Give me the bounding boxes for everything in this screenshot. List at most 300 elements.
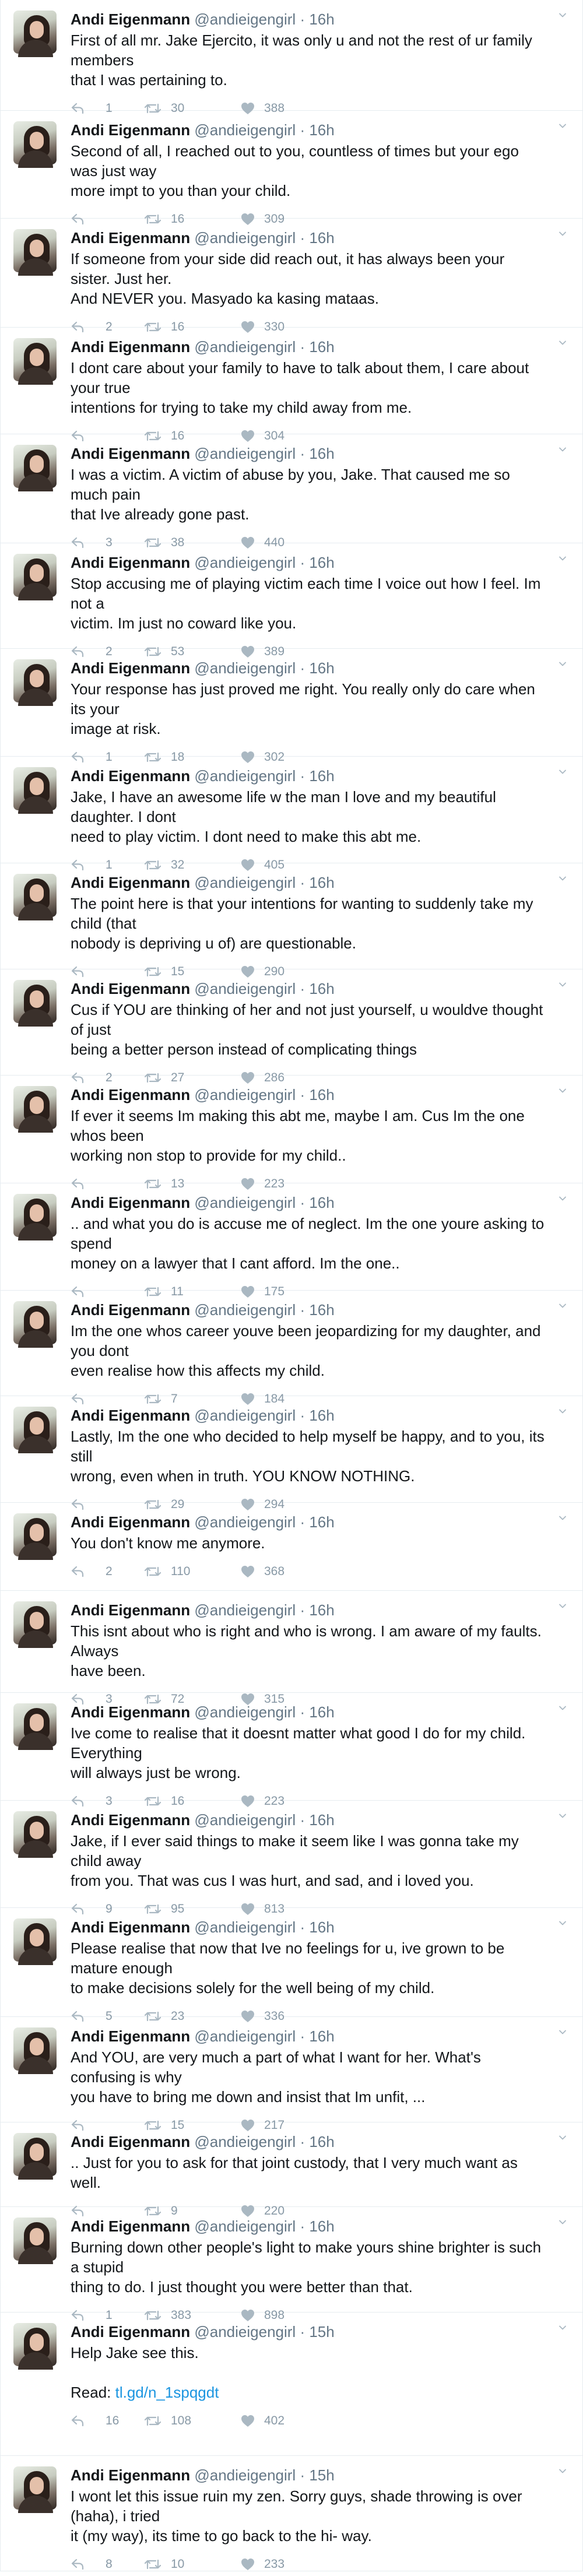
tweet[interactable]	[1, 543, 582, 658]
tweet-header	[71, 1405, 547, 1425]
tweet[interactable]	[1, 2017, 582, 2132]
author-handle[interactable]: @andieigengirl	[194, 1194, 296, 1211]
avatar[interactable]	[13, 980, 57, 1023]
timestamp[interactable]: 16h	[309, 1301, 335, 1319]
tweet-text-line: I was a victim. A victim of abuse by you, Jake. That caused me so much pain	[71, 466, 510, 503]
chevron-down-icon[interactable]	[559, 446, 566, 453]
separator: ·	[300, 445, 305, 462]
tweet[interactable]	[1, 1076, 582, 1190]
chevron-down-icon[interactable]	[559, 1514, 566, 1521]
separator: ·	[300, 1194, 305, 1211]
tweet-header	[71, 873, 547, 892]
avatar[interactable]	[13, 554, 57, 597]
like-button[interactable]	[241, 2557, 285, 2571]
author-name[interactable]: Andi Eigenmann	[71, 659, 191, 677]
timestamp[interactable]: 16h	[309, 10, 335, 28]
like-count: 315	[264, 1692, 285, 1706]
avatar[interactable]	[13, 1703, 57, 1746]
like-count: 405	[264, 858, 285, 871]
tweet[interactable]	[1, 2207, 582, 2322]
avatar[interactable]	[13, 1407, 57, 1450]
avatar[interactable]	[13, 1918, 57, 1962]
retweet-icon	[144, 2558, 161, 2571]
timestamp[interactable]: 16h	[309, 1194, 335, 1211]
tweet-header	[71, 2216, 547, 2236]
retweet-count: 27	[171, 1071, 185, 1084]
avatar[interactable]	[13, 2027, 57, 2071]
retweet-count: 16	[171, 429, 185, 442]
retweet-icon	[144, 1565, 161, 1578]
retweet-count: 23	[171, 2009, 185, 2023]
tweet-text-line: from you. That was cus I was hurt, and sad, and i loved you.	[71, 1872, 474, 1889]
author-name[interactable]: Andi Eigenmann	[71, 1407, 191, 1424]
tweet[interactable]	[1, 219, 582, 333]
tweet[interactable]	[1, 1503, 582, 1591]
separator: ·	[300, 2133, 305, 2150]
author-name[interactable]: Andi Eigenmann	[71, 1086, 191, 1104]
tweet[interactable]	[1, 863, 582, 978]
author-handle[interactable]: @andieigengirl	[194, 1601, 296, 1619]
tweet-text-line: even realise how this affects my child.	[71, 1362, 325, 1379]
reply-button[interactable]	[71, 1565, 144, 1579]
timestamp[interactable]: 16h	[309, 445, 335, 462]
avatar[interactable]	[13, 445, 57, 488]
tweet-text	[71, 1214, 547, 1273]
author-handle[interactable]: @andieigengirl	[194, 2323, 296, 2340]
separator: ·	[300, 1301, 305, 1319]
retweet-count: 72	[171, 1692, 185, 1706]
read-label: Read:	[71, 2384, 115, 2401]
avatar[interactable]	[13, 2323, 57, 2366]
author-handle[interactable]: @andieigengirl	[194, 659, 296, 677]
retweet-count: 110	[171, 1565, 191, 1578]
timestamp[interactable]: 16h	[309, 1601, 335, 1619]
retweet-count: 16	[171, 212, 185, 226]
like-count: 440	[264, 536, 285, 549]
tweet[interactable]	[1, 111, 582, 226]
timestamp[interactable]: 16h	[309, 1407, 335, 1424]
tweet[interactable]	[1, 649, 582, 764]
tweet-text	[71, 249, 547, 308]
like-count: 402	[264, 2414, 285, 2427]
tweet[interactable]	[1, 2313, 582, 2456]
author-name[interactable]: Andi Eigenmann	[71, 1703, 191, 1721]
tweet-header	[71, 658, 547, 678]
like-count: 184	[264, 1392, 285, 1405]
tweet-text	[71, 894, 547, 953]
reply-button[interactable]	[71, 2414, 144, 2428]
chevron-down-icon[interactable]	[559, 1812, 566, 1819]
tweet-text	[71, 787, 547, 846]
tweet-header	[71, 228, 547, 248]
author-handle[interactable]: @andieigengirl	[194, 980, 296, 997]
separator: ·	[300, 1086, 305, 1104]
author-name[interactable]: Andi Eigenmann	[71, 121, 191, 139]
tweet-text-line: Burning down other people's light to make yours shine brighter is such a stupid	[71, 2238, 542, 2276]
chevron-down-icon[interactable]	[559, 1302, 566, 1309]
tweet-text-line: Lastly, Im the one who decided to help myself be happy, and to you, its still	[71, 1428, 545, 1465]
reply-count: 16	[106, 2414, 120, 2427]
chevron-down-icon[interactable]	[559, 1087, 566, 1094]
retweet-count: 16	[171, 320, 185, 333]
author-handle[interactable]: @andieigengirl	[194, 1918, 296, 1936]
heart-icon	[241, 2415, 255, 2427]
retweet-count: 10	[171, 2557, 185, 2571]
timestamp[interactable]: 16h	[309, 2027, 335, 2045]
tweet-text-line: Help Jake see this.	[71, 2344, 199, 2361]
author-handle[interactable]: @andieigengirl	[194, 1513, 296, 1531]
tweet-header	[71, 1600, 547, 1620]
separator: ·	[300, 10, 305, 28]
separator: ·	[300, 2323, 305, 2340]
author-handle[interactable]: @andieigengirl	[194, 445, 296, 462]
tweet-text-line: have been.	[71, 1662, 146, 1679]
avatar[interactable]	[13, 121, 57, 164]
author-handle[interactable]: @andieigengirl	[194, 121, 296, 139]
tweet-header	[71, 9, 547, 29]
tweet-text	[71, 1621, 547, 1681]
tweet-text-line: Jake, if I ever said things to make it seem like I was gonna take my child away	[71, 1832, 519, 1869]
retweet-button[interactable]	[144, 2557, 241, 2571]
author-handle[interactable]: @andieigengirl	[194, 2466, 296, 2484]
timestamp[interactable]: 16h	[309, 2217, 335, 2235]
chevron-down-icon[interactable]	[559, 2029, 566, 2036]
tweet-actions	[71, 1560, 547, 1583]
author-name[interactable]: Andi Eigenmann	[71, 1301, 191, 1319]
tweet-text-line: If ever it seems Im making this abt me, maybe I am. Cus Im the one whos been	[71, 1107, 525, 1144]
timestamp[interactable]: 16h	[309, 1513, 335, 1531]
chevron-down-icon[interactable]	[559, 768, 566, 775]
tweet[interactable]	[1, 2122, 582, 2217]
like-count: 330	[264, 320, 285, 333]
reply-count: 2	[106, 1565, 113, 1578]
chevron-down-icon[interactable]	[559, 1408, 566, 1415]
chevron-down-icon[interactable]	[559, 339, 566, 346]
tweet-text-line: I wont let this issue ruin my zen. Sorry guys, shade throwing is over (haha), i tried	[71, 2487, 522, 2525]
avatar[interactable]	[13, 874, 57, 917]
tweet-header	[71, 1085, 547, 1105]
reply-icon	[71, 2415, 85, 2427]
author-handle[interactable]: @andieigengirl	[194, 874, 296, 891]
tweet[interactable]	[1, 1801, 582, 1916]
timestamp[interactable]: 16h	[309, 659, 335, 677]
chevron-down-icon[interactable]	[559, 1195, 566, 1202]
tweet[interactable]	[1, 757, 582, 871]
separator: ·	[300, 2466, 305, 2484]
separator: ·	[300, 659, 305, 677]
chevron-down-icon[interactable]	[559, 2468, 566, 2475]
retweet-button[interactable]	[144, 2414, 241, 2428]
author-name[interactable]: Andi Eigenmann	[71, 1918, 191, 1936]
tweet[interactable]	[1, 1396, 582, 1511]
chevron-down-icon[interactable]	[559, 660, 566, 667]
author-name[interactable]: Andi Eigenmann	[71, 1194, 191, 1211]
retweet-count: 32	[171, 858, 185, 871]
tweet-text	[71, 2047, 547, 2107]
separator: ·	[300, 1918, 305, 1936]
tweet-text-line: being a better person instead of complicating things	[71, 1041, 417, 1058]
author-handle[interactable]: @andieigengirl	[194, 338, 296, 356]
avatar[interactable]	[13, 1513, 57, 1556]
timestamp[interactable]: 15h	[309, 2323, 335, 2340]
retweet-count: 15	[171, 2118, 185, 2132]
author-name[interactable]: Andi Eigenmann	[71, 229, 191, 247]
reply-count: 3	[106, 1794, 113, 1808]
retweet-count: 383	[171, 2308, 192, 2322]
tweet-text-line: working non stop to provide for my child..	[71, 1147, 346, 1164]
reply-count: 2	[106, 645, 113, 658]
timestamp[interactable]: 16h	[309, 121, 335, 139]
retweet-count: 18	[171, 750, 185, 764]
retweet-count: 16	[171, 1794, 185, 1808]
tweet[interactable]	[1, 969, 582, 1084]
separator: ·	[300, 1601, 305, 1619]
tweet-text-line: This isnt about who is right and who is wrong. I am aware of my faults. Always	[71, 1622, 542, 1660]
reply-count: 9	[106, 1902, 113, 1916]
tweet-text	[71, 358, 547, 417]
author-handle[interactable]: @andieigengirl	[194, 1301, 296, 1319]
author-handle[interactable]: @andieigengirl	[194, 2217, 296, 2235]
retweet-count: 30	[171, 101, 185, 115]
timestamp[interactable]: 16h	[309, 1811, 335, 1829]
author-handle[interactable]: @andieigengirl	[194, 1703, 296, 1721]
separator: ·	[300, 2027, 305, 2045]
tweet-text	[71, 141, 547, 201]
tweet[interactable]	[1, 328, 582, 442]
timestamp[interactable]: 16h	[309, 2133, 335, 2150]
author-name[interactable]: Andi Eigenmann	[71, 2133, 191, 2150]
separator: ·	[300, 121, 305, 139]
retweet-count: 95	[171, 1902, 185, 1916]
tweet-text	[71, 1000, 547, 1059]
chevron-down-icon[interactable]	[559, 981, 566, 988]
tweet-text-line: You don't know me anymore.	[71, 1534, 265, 1552]
author-name[interactable]: Andi Eigenmann	[71, 1513, 191, 1531]
retweet-count: 11	[171, 1285, 184, 1298]
tweet-header	[71, 1193, 547, 1213]
chevron-down-icon[interactable]	[559, 555, 566, 562]
tweet-text-line: that Ive already gone past.	[71, 505, 250, 523]
tweet-text-line: you have to bring me down and insist that Im unfit, ...	[71, 2088, 426, 2106]
reply-button[interactable]	[71, 2557, 144, 2571]
tweet[interactable]	[1, 2456, 582, 2571]
chevron-down-icon[interactable]	[559, 12, 566, 19]
timestamp[interactable]: 16h	[309, 1086, 335, 1104]
like-button[interactable]	[241, 2414, 285, 2428]
avatar[interactable]	[13, 229, 57, 272]
chevron-down-icon[interactable]	[559, 122, 566, 129]
separator: ·	[300, 980, 305, 997]
tweet-text	[71, 1321, 547, 1380]
avatar[interactable]	[13, 659, 57, 702]
avatar[interactable]	[13, 767, 57, 810]
chevron-down-icon[interactable]	[559, 230, 566, 237]
author-name[interactable]: Andi Eigenmann	[71, 445, 191, 462]
author-name[interactable]: Andi Eigenmann	[71, 1811, 191, 1829]
tweet-text-line: The point here is that your intentions for wanting to suddenly take my child (that	[71, 895, 533, 932]
timestamp[interactable]: 15h	[309, 2466, 335, 2484]
author-name[interactable]: Andi Eigenmann	[71, 2466, 191, 2484]
avatar[interactable]	[13, 1301, 57, 1344]
retweet-button[interactable]	[144, 1565, 241, 1579]
tweet[interactable]	[1, 1183, 582, 1298]
tweet-header	[71, 1702, 547, 1722]
author-handle[interactable]: @andieigengirl	[194, 10, 296, 28]
like-count: 368	[264, 1565, 285, 1578]
author-handle[interactable]: @andieigengirl	[194, 2027, 296, 2045]
tweet-text-line: And NEVER you. Masyado ka kasing mataas.	[71, 290, 379, 307]
tweet-text-line: image at risk.	[71, 720, 161, 737]
author-name[interactable]: Andi Eigenmann	[71, 338, 191, 356]
tweet[interactable]	[1, 1591, 582, 1706]
tweet-text-line: to make decisions solely for the well being of my child.	[71, 1979, 435, 1997]
avatar[interactable]	[13, 1601, 57, 1644]
chevron-down-icon[interactable]	[559, 2134, 566, 2141]
avatar[interactable]	[13, 1811, 57, 1854]
avatar[interactable]	[13, 2217, 57, 2261]
tweet-text-line: And YOU, are very much a part of what I want for her. What's confusing is why	[71, 2048, 481, 2086]
tweet-text-line: Ive come to realise that it doesnt matter what good I do for my child. Everything	[71, 1724, 526, 1762]
author-handle[interactable]: @andieigengirl	[194, 767, 296, 785]
separator: ·	[300, 1811, 305, 1829]
tweet-text-line: Im the one whos career youve been jeopardizing for my daughter, and you dont	[71, 1322, 541, 1359]
like-count: 290	[264, 965, 285, 978]
tweet-text-line: I dont care about your family to have to talk about them, I care about your true	[71, 359, 529, 396]
avatar[interactable]	[13, 2133, 57, 2176]
author-name[interactable]: Andi Eigenmann	[71, 2323, 191, 2340]
like-count: 336	[264, 2009, 285, 2023]
heart-icon	[241, 2558, 255, 2571]
tweet-text-line: Please realise that now that Ive no feelings for u, ive grown to be mature enough	[71, 1939, 505, 1977]
tweet-text-line: need to play victim. I dont need to make this abt me.	[71, 828, 422, 845]
tweet-text-line: First of all mr. Jake Ejercito, it was only u and not the rest of ur family members	[71, 31, 532, 69]
tweet[interactable]	[1, 434, 582, 549]
tweet-text-line: nobody is depriving u of) are questionable.	[71, 934, 356, 952]
reply-icon	[71, 2559, 85, 2570]
author-handle[interactable]: @andieigengirl	[194, 1407, 296, 1424]
timestamp[interactable]: 16h	[309, 338, 335, 356]
reply-icon	[71, 1566, 85, 1577]
chevron-down-icon[interactable]	[559, 2219, 566, 2226]
tweet-header	[71, 2132, 547, 2152]
timestamp[interactable]: 16h	[309, 229, 335, 247]
tweet[interactable]	[1, 1908, 582, 2023]
author-handle[interactable]: @andieigengirl	[194, 554, 296, 571]
avatar[interactable]	[13, 2466, 57, 2510]
like-count: 898	[264, 2308, 285, 2322]
author-name[interactable]: Andi Eigenmann	[71, 980, 191, 997]
tweet[interactable]	[1, 0, 582, 115]
author-handle[interactable]: @andieigengirl	[194, 1811, 296, 1829]
separator: ·	[300, 1703, 305, 1721]
chevron-down-icon[interactable]	[559, 1705, 566, 1712]
author-name[interactable]: Andi Eigenmann	[71, 2027, 191, 2045]
tweet-text-line: Cus if YOU are thinking of her and not just yourself, u wouldve thought of just	[71, 1001, 543, 1038]
tweet-text	[71, 574, 547, 633]
tweet[interactable]	[1, 1693, 582, 1808]
author-name[interactable]: Andi Eigenmann	[71, 874, 191, 891]
tweet-link[interactable]: tl.gd/n_1spqgdt	[115, 2384, 219, 2401]
avatar[interactable]	[13, 1086, 57, 1129]
retweet-count: 15	[171, 965, 185, 978]
timestamp[interactable]: 16h	[309, 874, 335, 891]
timestamp[interactable]: 16h	[309, 980, 335, 997]
tweet-text-line: .. Just for you to ask for that joint custody, that I very much want as well.	[71, 2154, 518, 2191]
separator: ·	[300, 2217, 305, 2235]
tweet-text-line: Second of all, I reached out to you, countless of times but your ego was just way	[71, 142, 519, 180]
tweet-text	[71, 2486, 547, 2546]
separator: ·	[300, 554, 305, 571]
tweet-text-line: more impt to you than your child.	[71, 182, 291, 199]
author-handle[interactable]: @andieigengirl	[194, 1086, 296, 1104]
tweet-text	[71, 1426, 547, 1486]
tweet-text-line: thing to do. I just thought you were better than that.	[71, 2278, 413, 2296]
read-more-line	[71, 2382, 547, 2402]
separator: ·	[300, 1407, 305, 1424]
tweet-header	[71, 1917, 547, 1937]
author-handle[interactable]: @andieigengirl	[194, 229, 296, 247]
reply-count: 1	[106, 101, 113, 115]
tweet[interactable]	[1, 1291, 582, 1405]
chevron-down-icon[interactable]	[559, 1920, 566, 1927]
tweet-text-line: wrong, even when in truth. YOU KNOW NOTHING.	[71, 1467, 415, 1485]
timestamp[interactable]: 16h	[309, 1918, 335, 1936]
author-name[interactable]: Andi Eigenmann	[71, 10, 191, 28]
chevron-down-icon[interactable]	[559, 875, 566, 882]
tweet-text	[71, 2343, 547, 2402]
tweet-header	[71, 337, 547, 357]
author-handle[interactable]: @andieigengirl	[194, 2133, 296, 2150]
tweet-text-line: Jake, I have an awesome life w the man I love and my beautiful daughter. I dont	[71, 788, 496, 825]
like-count: 309	[264, 212, 285, 226]
like-count: 388	[264, 101, 285, 115]
chevron-down-icon[interactable]	[559, 1602, 566, 1609]
tweet-header	[71, 444, 547, 463]
retweet-count: 13	[171, 1177, 185, 1190]
tweet-text-line: .. and what you do is accuse me of neglect. Im the one youre asking to spend	[71, 1215, 545, 1252]
like-button[interactable]	[241, 1565, 285, 1579]
like-count: 217	[264, 2118, 285, 2132]
timestamp[interactable]: 16h	[309, 767, 335, 785]
reply-count: 1	[106, 2308, 113, 2322]
like-count: 223	[264, 1177, 285, 1190]
tweet-header	[71, 2322, 547, 2342]
reply-count: 5	[106, 2009, 113, 2023]
avatar[interactable]	[13, 10, 57, 54]
timestamp[interactable]: 16h	[309, 554, 335, 571]
author-name[interactable]: Andi Eigenmann	[71, 767, 191, 785]
chevron-down-icon[interactable]	[559, 2324, 566, 2331]
author-name[interactable]: Andi Eigenmann	[71, 2217, 191, 2235]
timestamp[interactable]: 16h	[309, 1703, 335, 1721]
retweet-count: 108	[171, 2414, 192, 2427]
retweet-count: 9	[171, 2204, 178, 2217]
author-name[interactable]: Andi Eigenmann	[71, 1601, 191, 1619]
retweet-count: 38	[171, 536, 185, 549]
reply-count: 1	[106, 858, 113, 871]
retweet-count: 7	[171, 1392, 178, 1405]
separator: ·	[300, 767, 305, 785]
avatar[interactable]	[13, 338, 57, 381]
like-count: 813	[264, 1902, 285, 1916]
like-count: 286	[264, 1071, 285, 1084]
avatar[interactable]	[13, 1194, 57, 1237]
tweet-header	[71, 766, 547, 786]
tweet-header	[71, 2465, 547, 2485]
tweet-text-line: it (my way), its time to go back to the hi- way.	[71, 2527, 372, 2545]
author-name[interactable]: Andi Eigenmann	[71, 554, 191, 571]
tweet-text-line: If someone from your side did reach out, it has always been your sister. Just her.	[71, 250, 505, 287]
